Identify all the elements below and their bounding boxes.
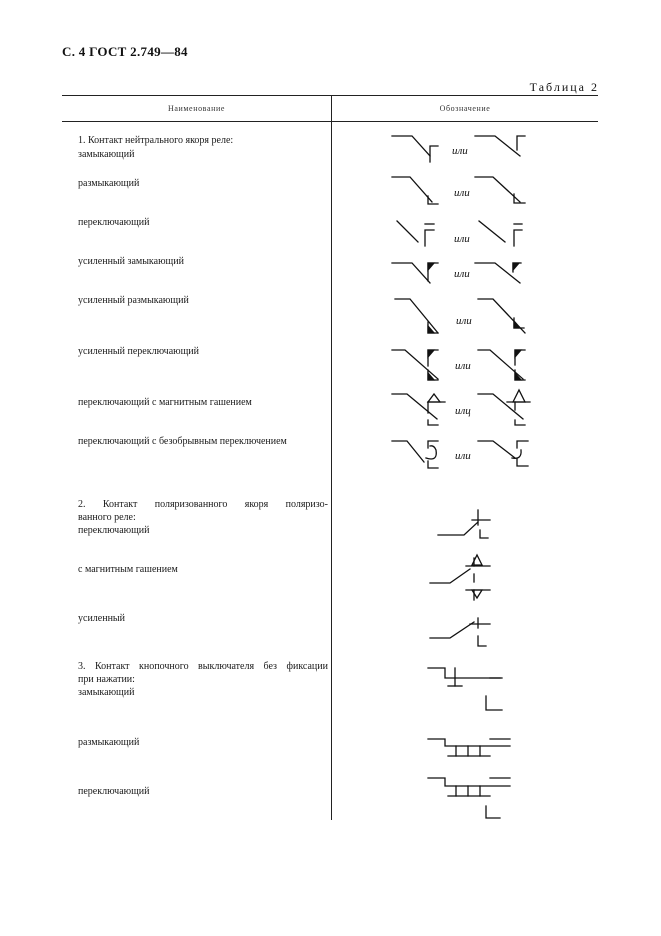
symbol-neutral-changeover bbox=[397, 221, 522, 246]
column-header-symbol: Обозначение bbox=[439, 104, 491, 113]
row-label: замыкающий bbox=[78, 149, 135, 160]
symbol-pushbutton-break bbox=[428, 739, 510, 756]
section-2-title-line2: ванного реле: bbox=[78, 512, 136, 523]
section-2-title-line1: 2. Контакт поляризованного якоря поляризо- bbox=[78, 499, 328, 510]
symbol-pushbutton-changeover bbox=[428, 778, 510, 818]
column-header-name: Наименование bbox=[167, 104, 226, 113]
table-label: Таблица 2 bbox=[529, 80, 599, 94]
symbol-neutral-make-before-break bbox=[392, 441, 528, 468]
or-label: или bbox=[455, 450, 471, 462]
row-label: размыкающий bbox=[78, 178, 140, 189]
row-label: замыкающий bbox=[78, 687, 135, 698]
row-label: с магнитным гашением bbox=[78, 564, 178, 575]
or-label: илц bbox=[455, 405, 471, 417]
row-label: переключающий с магнитным гашением bbox=[78, 397, 252, 408]
symbol-neutral-make-reinforced bbox=[392, 263, 521, 283]
symbol-pushbutton-make bbox=[428, 668, 502, 710]
row-label: переключающий bbox=[78, 525, 150, 536]
symbol-polarized-changeover bbox=[438, 510, 490, 538]
row-label: переключающий bbox=[78, 786, 150, 797]
or-label: или bbox=[455, 360, 471, 372]
or-label: или bbox=[452, 145, 468, 157]
row-label: усиленный переключающий bbox=[78, 346, 200, 357]
section-3-title-line1: 3. Контакт кнопочного выключателя без фиксации bbox=[78, 661, 328, 672]
row-label: переключающий с безобрывным переключением bbox=[78, 436, 287, 447]
or-label: или bbox=[454, 233, 470, 245]
row-label: размыкающий bbox=[78, 737, 140, 748]
symbol-neutral-changeover-reinforced bbox=[392, 350, 525, 380]
symbol-neutral-break bbox=[392, 177, 525, 204]
or-label: или bbox=[454, 187, 470, 199]
or-label: или bbox=[456, 315, 472, 327]
symbol-polarized-reinforced bbox=[430, 618, 490, 646]
symbol-neutral-break-reinforced bbox=[395, 299, 525, 333]
row-label: переключающий bbox=[78, 217, 150, 228]
page-header: С. 4 ГОСТ 2.749—84 bbox=[62, 44, 188, 59]
section-1-title: 1. Контакт нейтрального якоря реле: bbox=[78, 135, 234, 146]
or-label: или bbox=[454, 268, 470, 280]
section-3-title-line2: при нажатии: bbox=[78, 674, 135, 685]
symbol-neutral-changeover-magnetic-quench bbox=[392, 390, 530, 425]
row-label: усиленный размыкающий bbox=[78, 295, 189, 306]
row-label: усиленный bbox=[78, 613, 125, 624]
row-label: усиленный замыкающий bbox=[78, 256, 184, 267]
symbol-neutral-make bbox=[392, 136, 525, 162]
symbol-polarized-magnetic-quench bbox=[430, 555, 490, 600]
